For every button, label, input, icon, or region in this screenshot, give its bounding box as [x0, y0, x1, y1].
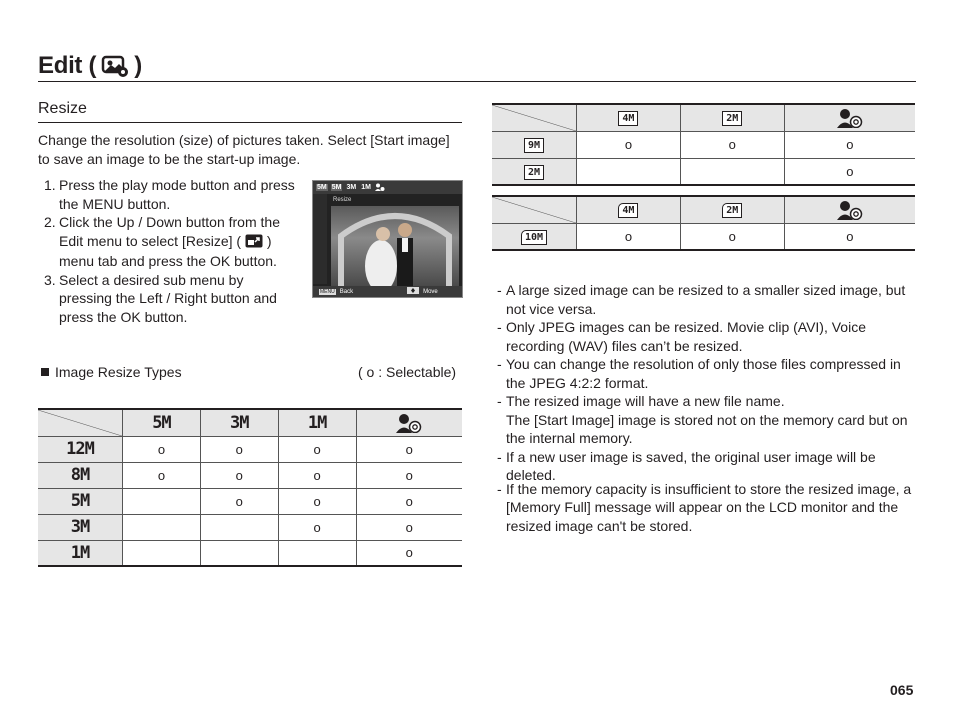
table-cell: o: [680, 223, 784, 250]
title-text: Edit (: [38, 52, 97, 79]
table-cell: o: [577, 223, 681, 250]
note-item: [497, 355, 915, 392]
column-header: [680, 196, 784, 223]
table-cell: [123, 540, 201, 566]
column-header: [356, 409, 462, 436]
resize-types-label: Image Resize Types: [55, 364, 182, 380]
table-cell: o: [356, 514, 462, 540]
size-12m-icon: 12M: [66, 439, 94, 459]
table-cell: [278, 540, 356, 566]
table-cell: [123, 514, 201, 540]
user-image-icon: [837, 200, 863, 220]
resize-types-heading: [41, 364, 182, 380]
table-cell: o: [123, 462, 201, 488]
table-cell: o: [123, 436, 201, 462]
row-header: [38, 462, 123, 488]
column-header: [123, 409, 201, 436]
table-cell: o: [278, 462, 356, 488]
camera-tab: 5M: [317, 184, 327, 191]
step-item: [38, 271, 300, 327]
size-9m-wide-icon: 9M: [524, 138, 544, 153]
table-cell: [680, 158, 784, 185]
row-header: [38, 514, 123, 540]
resize-table-main: [38, 408, 462, 567]
user-image-icon: [837, 108, 863, 128]
column-header: [200, 409, 278, 436]
table-cell: [577, 158, 681, 185]
note-item: [497, 480, 915, 536]
size-3m-icon: 3M: [70, 517, 90, 537]
size-8m-icon: 8M: [70, 465, 90, 485]
note-dash: -: [497, 448, 502, 465]
move-hint: Move: [423, 288, 438, 295]
size-3m-icon: 3M: [230, 412, 249, 433]
step-text: Select a desired sub menu by pressing the Left / Right button and press the OK button.: [59, 271, 277, 325]
size-1m-icon: 1M: [307, 412, 327, 433]
row-header: [492, 223, 577, 250]
camera-menu-label: Resize: [333, 197, 352, 203]
size-4m-wide-icon: 4M: [618, 111, 638, 126]
table-corner: [492, 196, 577, 223]
table-row: [492, 158, 915, 185]
table-cell: o: [356, 436, 462, 462]
note-text: If the memory capacity is insufficient to store the resized image, a [Memory Full] message will appear on the LCD monitor and the resized image can't be stored.: [506, 480, 912, 534]
table-cell: o: [680, 131, 784, 158]
step-item: [38, 176, 300, 213]
table-row: [38, 488, 462, 514]
note-item: [497, 281, 915, 318]
step-item: [38, 213, 300, 271]
size-2m-tall-icon: 2M: [722, 203, 742, 218]
resize-icon: [245, 234, 263, 253]
table-cell: o: [577, 131, 681, 158]
column-header: [680, 104, 784, 131]
camera-photo: [331, 206, 459, 286]
section-divider: [38, 122, 462, 123]
row-header: [38, 436, 123, 462]
step-text: Click the Up / Down button from the Edit menu to select [Resize] (: [59, 214, 280, 249]
table-row: [38, 462, 462, 488]
size-5m-icon: 5M: [70, 491, 90, 511]
column-header: [784, 104, 915, 131]
table-cell: o: [784, 223, 915, 250]
note-text: If a new user image is saved, the original user image will be deleted.: [506, 448, 876, 483]
size-2m-wide-icon: 2M: [722, 111, 742, 126]
table-corner: [38, 409, 123, 436]
table-row: [492, 223, 915, 250]
note-item: [497, 318, 915, 355]
note-text: You can change the resolution of only those files compressed in the JPEG 4:2:2 format.: [506, 356, 901, 391]
table-cell: [200, 514, 278, 540]
table-cell: o: [356, 488, 462, 514]
note-dash: -: [497, 319, 502, 335]
note-text: A large sized image can be resized to a smaller sized image, but not vice versa.: [506, 282, 906, 317]
step-number: 3.: [44, 271, 56, 288]
column-header: [577, 196, 681, 223]
table-cell: o: [200, 462, 278, 488]
table-cell: o: [356, 540, 462, 566]
resize-table-tall: [492, 195, 915, 251]
page-title: [38, 52, 142, 80]
table-row: [38, 540, 462, 566]
note-dash: -: [497, 282, 502, 298]
step-number: 2.: [44, 214, 56, 230]
column-header: [784, 196, 915, 223]
size-5m-icon: 5M: [152, 412, 171, 433]
camera-tab: 5M: [331, 184, 342, 191]
table-cell: [123, 488, 201, 514]
page-number: 065: [890, 682, 914, 698]
row-header: [38, 540, 123, 566]
table-cell: o: [200, 436, 278, 462]
title-suffix: ): [134, 52, 142, 79]
note-dash: -: [497, 356, 502, 372]
note-dash: -: [497, 393, 502, 409]
section-title: Resize: [38, 100, 87, 117]
bullet-square-icon: [41, 368, 49, 376]
notes-list: [497, 281, 915, 535]
row-header: [492, 158, 577, 185]
table-cell: o: [200, 488, 278, 514]
size-4m-tall-icon: 4M: [618, 203, 638, 218]
table-cell: o: [278, 436, 356, 462]
dpad-icon: [407, 287, 419, 296]
title-divider: [38, 81, 916, 82]
note-text: The resized image will have a new file name.: [506, 393, 785, 409]
column-header: [577, 104, 681, 131]
camera-screen-image: [312, 180, 463, 298]
edit-mode-icon: [100, 54, 130, 78]
table-cell: o: [784, 131, 915, 158]
size-1m-icon: 1M: [70, 542, 90, 563]
step-text: Press the play mode button and press the MENU button.: [59, 177, 295, 212]
table-corner: [492, 104, 577, 131]
table-cell: o: [278, 488, 356, 514]
table-cell: o: [278, 514, 356, 540]
note-item: [497, 448, 915, 483]
selectable-note: ( o : Selectable): [358, 364, 457, 380]
note-text-extra: The [Start Image] image is stored not on the memory card but on the internal memory.: [506, 411, 908, 446]
row-header: [38, 488, 123, 514]
table-row: [492, 131, 915, 158]
user-image-icon: [375, 183, 385, 193]
table-cell: o: [784, 158, 915, 185]
note-dash: -: [497, 480, 502, 497]
step-number: 1.: [44, 177, 56, 193]
user-image-icon: [396, 413, 422, 433]
intro-text: Change the resolution (size) of pictures taken. Select [Start image] to save an image to be the start-up image.: [38, 132, 450, 167]
note-text: Only JPEG images can be resized. Movie clip (AVI), Voice recording (WAV) files can’t be resized.: [506, 319, 866, 354]
camera-tab: 3M: [346, 184, 357, 191]
row-header: [492, 131, 577, 158]
table-row: [38, 436, 462, 462]
back-hint: Back: [339, 288, 354, 295]
step-text-cont: ) menu tab and press the OK button.: [59, 232, 277, 269]
column-header: [278, 409, 356, 436]
table-cell: o: [356, 462, 462, 488]
size-2m-wide-icon: 2M: [524, 165, 544, 180]
note-item: [497, 392, 915, 448]
table-cell: [200, 540, 278, 566]
size-10m-tall-icon: 10M: [521, 230, 547, 245]
camera-tab: 1M: [361, 184, 371, 191]
table-row: [38, 514, 462, 540]
menu-key-label: MENU: [320, 288, 335, 295]
resize-table-wide: [492, 103, 915, 186]
steps-list: [38, 176, 300, 326]
